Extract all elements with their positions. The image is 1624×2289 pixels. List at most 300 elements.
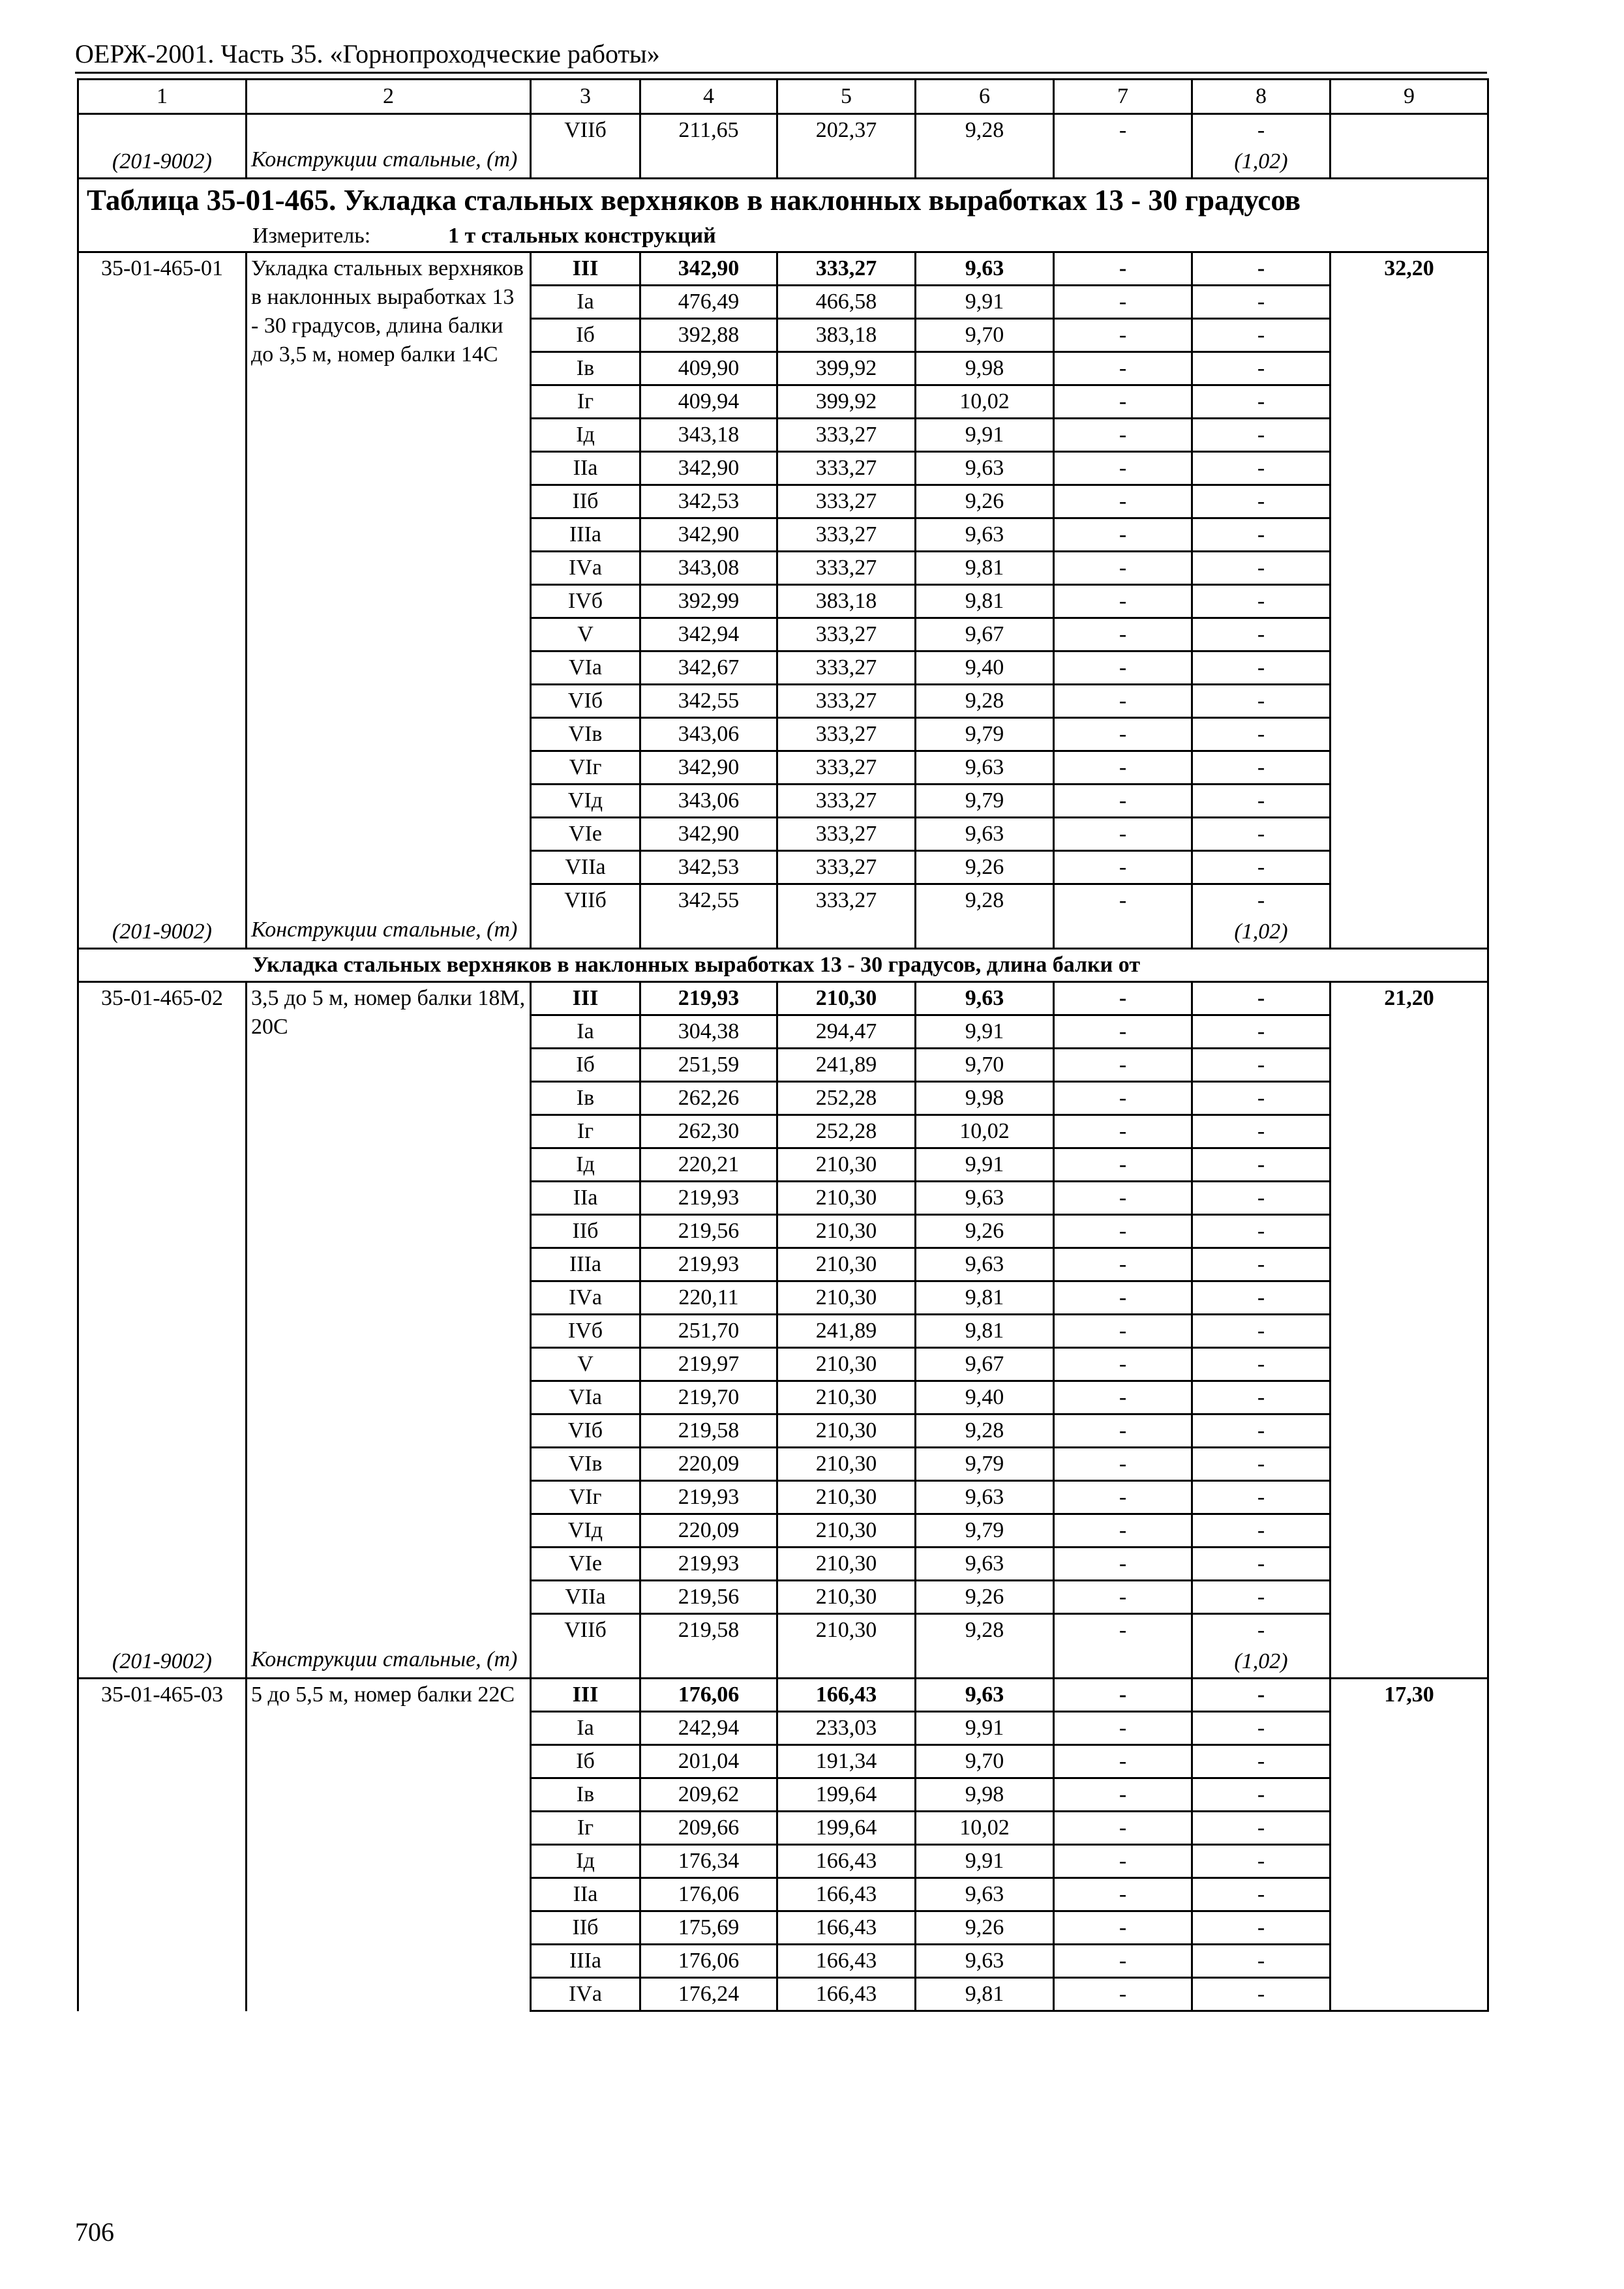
cell-c4: 219,93 — [640, 1548, 777, 1581]
section-heading-row — [78, 949, 1488, 982]
cell-cat: VIв — [531, 1448, 640, 1481]
cell-c6: 9,91 — [916, 1712, 1054, 1745]
cell-c6: 9,79 — [916, 1514, 1054, 1548]
cell-c6: 9,63 — [916, 982, 1054, 1015]
cell-c8: - — [1192, 1448, 1331, 1481]
cell-c7: - — [1054, 1712, 1192, 1745]
cell-c5: 210,30 — [777, 1381, 916, 1414]
cell-c5: 210,30 — [777, 1348, 916, 1381]
cell-c6: 9,63 — [916, 1248, 1054, 1281]
cell-cat: IVб — [531, 1315, 640, 1348]
cell-c4: 342,90 — [640, 452, 777, 485]
cell-cat: Iв — [531, 1082, 640, 1115]
cell-c5: 383,18 — [777, 319, 916, 352]
cell-cat: VIе — [531, 1548, 640, 1581]
cell-c6: 9,26 — [916, 851, 1054, 884]
cell-c5: 166,43 — [777, 1978, 916, 2011]
cell-c7: - — [1054, 1845, 1192, 1878]
empty-cell — [916, 916, 1054, 949]
cell-c5: 333,27 — [777, 685, 916, 718]
cell-c4: 304,38 — [640, 1015, 777, 1049]
cell-c8: - — [1192, 286, 1331, 319]
cell-c6: 9,63 — [916, 818, 1054, 851]
cell-c5: 241,89 — [777, 1315, 916, 1348]
cell-cat: Iв — [531, 1778, 640, 1812]
material-code: (201-9002) — [78, 1646, 247, 1679]
cell-c8: - — [1192, 1812, 1331, 1845]
table-row — [78, 1679, 1488, 1712]
cell-c7: - — [1054, 1148, 1192, 1182]
cell-c8: - — [1192, 1745, 1331, 1778]
cell-c8: - — [1192, 1148, 1331, 1182]
cell-c5: 333,27 — [777, 452, 916, 485]
cell-cat: IIIа — [531, 1248, 640, 1281]
cell-cat: VIб — [531, 1414, 640, 1448]
cell-c6: 9,63 — [916, 751, 1054, 785]
cell-c6: 10,02 — [916, 1812, 1054, 1845]
cell-cat: V — [531, 1348, 640, 1381]
cell-c6: 9,81 — [916, 1978, 1054, 2011]
cell-c7: - — [1054, 1414, 1192, 1448]
cell-c7: - — [1054, 1778, 1192, 1812]
cell-c5: 333,27 — [777, 884, 916, 917]
cell-c8: - — [1192, 585, 1331, 618]
cell-c5: 333,27 — [777, 552, 916, 585]
cell-c5: 333,27 — [777, 618, 916, 651]
cell-c5: 210,30 — [777, 1481, 916, 1514]
cell-cat: Iв — [531, 352, 640, 385]
cell-c5: 210,30 — [777, 1581, 916, 1614]
cell-c4: 262,30 — [640, 1115, 777, 1148]
cell-c4: 220,09 — [640, 1514, 777, 1548]
cell-c6: 9,63 — [916, 1945, 1054, 1978]
cell-c6: 9,28 — [916, 685, 1054, 718]
entry-description: 3,5 до 5 м, номер балки 18М, 20С — [247, 982, 531, 1647]
cell-cat: IIа — [531, 452, 640, 485]
material-name: Конструкции стальные, (т) — [247, 916, 531, 949]
cell-cat: III — [531, 252, 640, 286]
cell-c7: - — [1054, 1878, 1192, 1911]
column-number: 2 — [247, 80, 531, 114]
cell-c5: 210,30 — [777, 1514, 916, 1548]
cell-c6: 9,26 — [916, 1911, 1054, 1945]
cell-c8: - — [1192, 1015, 1331, 1049]
cell-c4: 343,18 — [640, 419, 777, 452]
cell-c6: 9,28 — [916, 1614, 1054, 1647]
cell-c5: 333,27 — [777, 785, 916, 818]
cell-c5: 399,92 — [777, 352, 916, 385]
cell-c6: 9,28 — [916, 884, 1054, 917]
table-row — [78, 252, 1488, 286]
cell-cat: Iд — [531, 419, 640, 452]
column-header-row — [78, 80, 1488, 114]
cell-c6: 9,63 — [916, 1548, 1054, 1581]
entry-description: 5 до 5,5 м, номер балки 22С — [247, 1679, 531, 2011]
cell-c5: 294,47 — [777, 1015, 916, 1049]
cell-c7: - — [1054, 485, 1192, 518]
entry-description: Укладка стальных верхняков в наклонных выработках 13 - 30 градусов, длина балки до 3,5 м, номер балки 14С — [247, 252, 531, 917]
cell-c8: - — [1192, 884, 1331, 917]
cell-c4: 175,69 — [640, 1911, 777, 1945]
material-row — [78, 1646, 1488, 1679]
cell-cat: IVа — [531, 1281, 640, 1315]
cell-c5: 466,58 — [777, 286, 916, 319]
cell-c8: - — [1192, 1712, 1331, 1745]
cell-c7: - — [1054, 518, 1192, 552]
cell-c7: - — [1054, 1082, 1192, 1115]
cell-cat: VIд — [531, 785, 640, 818]
empty-cell — [777, 916, 916, 949]
cell-c5: 166,43 — [777, 1878, 916, 1911]
document-header: ОЕРЖ-2001. Часть 35. «Горнопроходческие работы» — [75, 39, 660, 68]
column-number: 7 — [1054, 80, 1192, 114]
column-number: 8 — [1192, 80, 1331, 114]
empty-cell — [1054, 146, 1192, 179]
column-number: 4 — [640, 80, 777, 114]
cell-c4: 342,90 — [640, 751, 777, 785]
cell-c8: - — [1192, 1878, 1331, 1911]
cell-c4: 176,34 — [640, 1845, 777, 1878]
cell-c8: - — [1192, 485, 1331, 518]
cell-cat: Iб — [531, 1745, 640, 1778]
cell-c5: 191,34 — [777, 1745, 916, 1778]
material-name: Конструкции стальные, (т) — [247, 146, 531, 179]
cell-c4: 209,62 — [640, 1778, 777, 1812]
cell-c8: - — [1192, 1381, 1331, 1414]
cell-c4: 251,70 — [640, 1315, 777, 1348]
cell-c7: - — [1054, 982, 1192, 1015]
cell-c5: 166,43 — [777, 1911, 916, 1945]
cell-c4: 409,90 — [640, 352, 777, 385]
cell-c6: 9,81 — [916, 1315, 1054, 1348]
cell-c7: - — [1054, 618, 1192, 651]
cell-c4: 219,93 — [640, 1182, 777, 1215]
cell-c7: - — [1054, 751, 1192, 785]
cell-c4: 262,26 — [640, 1082, 777, 1115]
cell-c7: - — [1054, 1481, 1192, 1514]
material-row — [78, 916, 1488, 949]
cell-c8: - — [1192, 1481, 1331, 1514]
cell-c4: 342,90 — [640, 818, 777, 851]
cell-c8: - — [1192, 1548, 1331, 1581]
cell-c7: - — [1054, 1049, 1192, 1082]
column-number: 5 — [777, 80, 916, 114]
column-number: 6 — [916, 80, 1054, 114]
cell-c5: 252,28 — [777, 1082, 916, 1115]
cell-c4: 342,55 — [640, 884, 777, 917]
cell-c6: 9,63 — [916, 518, 1054, 552]
cell-c6: 9,81 — [916, 1281, 1054, 1315]
cell-c5: 210,30 — [777, 982, 916, 1015]
cell-c8: - — [1192, 982, 1331, 1015]
cell-c7: - — [1054, 352, 1192, 385]
cell-cat: Iд — [531, 1148, 640, 1182]
cell-c4: 342,53 — [640, 851, 777, 884]
cell-c7: - — [1054, 1215, 1192, 1248]
cell-c9 — [1331, 114, 1488, 179]
cell-c8: - — [1192, 1945, 1331, 1978]
cell-c5: 333,27 — [777, 419, 916, 452]
cell-c8: - — [1192, 552, 1331, 585]
cell-c4: 219,97 — [640, 1348, 777, 1381]
cell-cat: VIд — [531, 1514, 640, 1548]
cell-c6: 9,26 — [916, 485, 1054, 518]
carryover-material-row — [78, 146, 1488, 179]
cell-cat: Iг — [531, 385, 640, 419]
cell-cat: III — [531, 1679, 640, 1712]
cell-c7: - — [1054, 818, 1192, 851]
entry-total: 17,30 — [1331, 1679, 1488, 2011]
cell-c4: 342,67 — [640, 651, 777, 685]
cell-c6: 9,81 — [916, 585, 1054, 618]
cell-c7: - — [1054, 1348, 1192, 1381]
cell-desc — [247, 114, 531, 147]
cell-cat: Iа — [531, 1015, 640, 1049]
cell-c6: 9,63 — [916, 452, 1054, 485]
cell-c7: - — [1054, 1978, 1192, 2011]
cell-c6: 9,91 — [916, 1148, 1054, 1182]
cell-c8: - — [1192, 1082, 1331, 1115]
cell-c7: - — [1054, 385, 1192, 419]
cell-c4: 201,04 — [640, 1745, 777, 1778]
cell-c7: - — [1054, 419, 1192, 452]
cell-c7: - — [1054, 286, 1192, 319]
cell-c7: - — [1054, 1945, 1192, 1978]
cell-c6: 9,40 — [916, 651, 1054, 685]
cell-c5: 166,43 — [777, 1945, 916, 1978]
cell-c8: - — [1192, 618, 1331, 651]
cell-c6: 9,67 — [916, 618, 1054, 651]
empty-cell — [531, 916, 640, 949]
cell-c4: 342,94 — [640, 618, 777, 651]
cell-c7: - — [1054, 1115, 1192, 1148]
cell-c8: - — [1192, 1115, 1331, 1148]
cell-c5: 333,27 — [777, 818, 916, 851]
empty-cell — [916, 1646, 1054, 1679]
cell-c4: 219,70 — [640, 1381, 777, 1414]
cell-c8: - — [1192, 651, 1331, 685]
cell-c5: 333,27 — [777, 718, 916, 751]
cell-c8: - — [1192, 518, 1331, 552]
entry-code: 35-01-465-01 — [78, 252, 247, 917]
cell-c8: - — [1192, 1581, 1331, 1614]
cell-c5: 166,43 — [777, 1679, 916, 1712]
cell-c5: 333,27 — [777, 751, 916, 785]
cell-c6: 9,79 — [916, 1448, 1054, 1481]
cell-c8: - — [1192, 851, 1331, 884]
cell-c5: 210,30 — [777, 1281, 916, 1315]
cell-c8: - — [1192, 685, 1331, 718]
cell-c7: - — [1054, 1281, 1192, 1315]
cell-cat: Iа — [531, 1712, 640, 1745]
cell-c5: 166,43 — [777, 1845, 916, 1878]
cell-c8: - — [1192, 1414, 1331, 1448]
cell-c8: - — [1192, 1514, 1331, 1548]
cell-c5: 210,30 — [777, 1182, 916, 1215]
entry-code: 35-01-465-03 — [78, 1679, 247, 2011]
cell-c7: - — [1054, 1315, 1192, 1348]
cell-c7: - — [1054, 552, 1192, 585]
cell-c5: 333,27 — [777, 518, 916, 552]
cell-cat: IIIа — [531, 1945, 640, 1978]
cell-cat: Iг — [531, 1812, 640, 1845]
cell-cat: Iб — [531, 319, 640, 352]
cell-c4: 219,93 — [640, 1481, 777, 1514]
material-qty: (1,02) — [1192, 916, 1331, 949]
cell-cat: VIIб — [531, 1614, 640, 1647]
cell-c8: - — [1192, 452, 1331, 485]
cell-c6: 9,91 — [916, 1015, 1054, 1049]
cell-cat: VIа — [531, 1381, 640, 1414]
page-number: 706 — [75, 2217, 114, 2247]
cell-cat: V — [531, 618, 640, 651]
cell-c6: 9,28 — [916, 1414, 1054, 1448]
empty-cell — [531, 1646, 640, 1679]
cell-cat: IVа — [531, 1978, 640, 2011]
cell-c5: 233,03 — [777, 1712, 916, 1745]
cell-c7: - — [1054, 114, 1192, 147]
cell-c6: 9,40 — [916, 1381, 1054, 1414]
material-code: (201-9002) — [78, 146, 247, 179]
cell-c8: - — [1192, 1978, 1331, 2011]
cell-c4: 342,55 — [640, 685, 777, 718]
cell-cat: IIа — [531, 1182, 640, 1215]
entry-total: 32,20 — [1331, 252, 1488, 949]
cell-c4: 211,65 — [640, 114, 777, 147]
measure-label: Измеритель: — [252, 224, 371, 248]
cell-c4: 176,06 — [640, 1679, 777, 1712]
cell-c4: 342,90 — [640, 252, 777, 286]
cell-c5: 333,27 — [777, 651, 916, 685]
cell-c4: 220,21 — [640, 1148, 777, 1182]
cell-c4: 409,94 — [640, 385, 777, 419]
cell-cat: IVа — [531, 552, 640, 585]
table-row — [78, 982, 1488, 1015]
cell-c5: 210,30 — [777, 1614, 916, 1647]
cell-c7: - — [1054, 1514, 1192, 1548]
entry-total: 21,20 — [1331, 982, 1488, 1679]
cell-cat: VIе — [531, 818, 640, 851]
cell-cat: VIIа — [531, 1581, 640, 1614]
material-qty: (1,02) — [1192, 1646, 1331, 1679]
cell-c6: 9,81 — [916, 552, 1054, 585]
cell-c8: - — [1192, 1348, 1331, 1381]
cell-c5: 210,30 — [777, 1248, 916, 1281]
cell-cat: Iб — [531, 1049, 640, 1082]
cell-c6: 9,26 — [916, 1581, 1054, 1614]
cell-c8: - — [1192, 1049, 1331, 1082]
cell-c7: - — [1054, 1745, 1192, 1778]
cell-cat: VIг — [531, 1481, 640, 1514]
cell-cat: VIIб — [531, 114, 640, 147]
cell-c4: 176,06 — [640, 1945, 777, 1978]
norms-table — [77, 78, 1489, 2012]
cell-c5: 199,64 — [777, 1778, 916, 1812]
cell-c6: 10,02 — [916, 1115, 1054, 1148]
cell-c4: 251,59 — [640, 1049, 777, 1082]
cell-cat: IIб — [531, 485, 640, 518]
cell-c8: - — [1192, 1614, 1331, 1647]
cell-c7: - — [1054, 718, 1192, 751]
cell-c7: - — [1054, 1581, 1192, 1614]
cell-c4: 220,09 — [640, 1448, 777, 1481]
cell-c7: - — [1054, 252, 1192, 286]
cell-c8: - — [1192, 1315, 1331, 1348]
cell-c5: 333,27 — [777, 252, 916, 286]
cell-c4: 343,08 — [640, 552, 777, 585]
cell-c4: 176,24 — [640, 1978, 777, 2011]
cell-c7: - — [1054, 319, 1192, 352]
cell-c6: 9,79 — [916, 785, 1054, 818]
cell-c7: - — [1054, 1911, 1192, 1945]
cell-c4: 220,11 — [640, 1281, 777, 1315]
cell-cat: Iа — [531, 286, 640, 319]
measure-value: 1 т стальных конструкций — [448, 224, 716, 248]
cell-c4: 209,66 — [640, 1812, 777, 1845]
cell-c5: 199,64 — [777, 1812, 916, 1845]
empty-cell — [777, 146, 916, 179]
section-heading: Укладка стальных верхняков в наклонных выработках 13 - 30 градусов, длина балки от — [78, 949, 1488, 982]
empty-cell — [640, 916, 777, 949]
cell-c6: 9,98 — [916, 352, 1054, 385]
cell-c7: - — [1054, 1812, 1192, 1845]
cell-cat: IIа — [531, 1878, 640, 1911]
cell-c7: - — [1054, 651, 1192, 685]
cell-c6: 9,91 — [916, 1845, 1054, 1878]
header-rule — [75, 72, 1487, 74]
cell-c7: - — [1054, 452, 1192, 485]
cell-cat: VIв — [531, 718, 640, 751]
material-qty: (1,02) — [1192, 146, 1331, 179]
entry-code: 35-01-465-02 — [78, 982, 247, 1647]
cell-c6: 9,70 — [916, 319, 1054, 352]
cell-c8: - — [1192, 1778, 1331, 1812]
cell-c8: - — [1192, 1248, 1331, 1281]
cell-c5: 333,27 — [777, 485, 916, 518]
cell-cat: IIб — [531, 1215, 640, 1248]
cell-c8: - — [1192, 1911, 1331, 1945]
cell-c5: 210,30 — [777, 1414, 916, 1448]
cell-c4: 219,58 — [640, 1614, 777, 1647]
cell-c4: 219,56 — [640, 1581, 777, 1614]
cell-c6: 9,79 — [916, 718, 1054, 751]
cell-c6: 9,63 — [916, 252, 1054, 286]
cell-c7: - — [1054, 585, 1192, 618]
cell-c4: 343,06 — [640, 718, 777, 751]
column-number: 9 — [1331, 80, 1488, 114]
cell-c8: - — [1192, 1281, 1331, 1315]
empty-cell — [640, 146, 777, 179]
cell-c5: 210,30 — [777, 1148, 916, 1182]
cell-c5: 241,89 — [777, 1049, 916, 1082]
cell-cat: Iг — [531, 1115, 640, 1148]
cell-c7: - — [1054, 1448, 1192, 1481]
cell-cat: VIа — [531, 651, 640, 685]
cell-c4: 342,90 — [640, 518, 777, 552]
cell-c8: - — [1192, 751, 1331, 785]
material-name: Конструкции стальные, (т) — [247, 1646, 531, 1679]
cell-cat: Iд — [531, 1845, 640, 1878]
cell-c8: - — [1192, 352, 1331, 385]
measure-row — [78, 221, 1488, 252]
cell-c8: - — [1192, 818, 1331, 851]
cell-c6: 9,91 — [916, 419, 1054, 452]
cell-c6: 9,28 — [916, 114, 1054, 147]
cell-c4: 176,06 — [640, 1878, 777, 1911]
cell-c6: 9,63 — [916, 1481, 1054, 1514]
cell-c6: 9,67 — [916, 1348, 1054, 1381]
cell-c4: 219,58 — [640, 1414, 777, 1448]
